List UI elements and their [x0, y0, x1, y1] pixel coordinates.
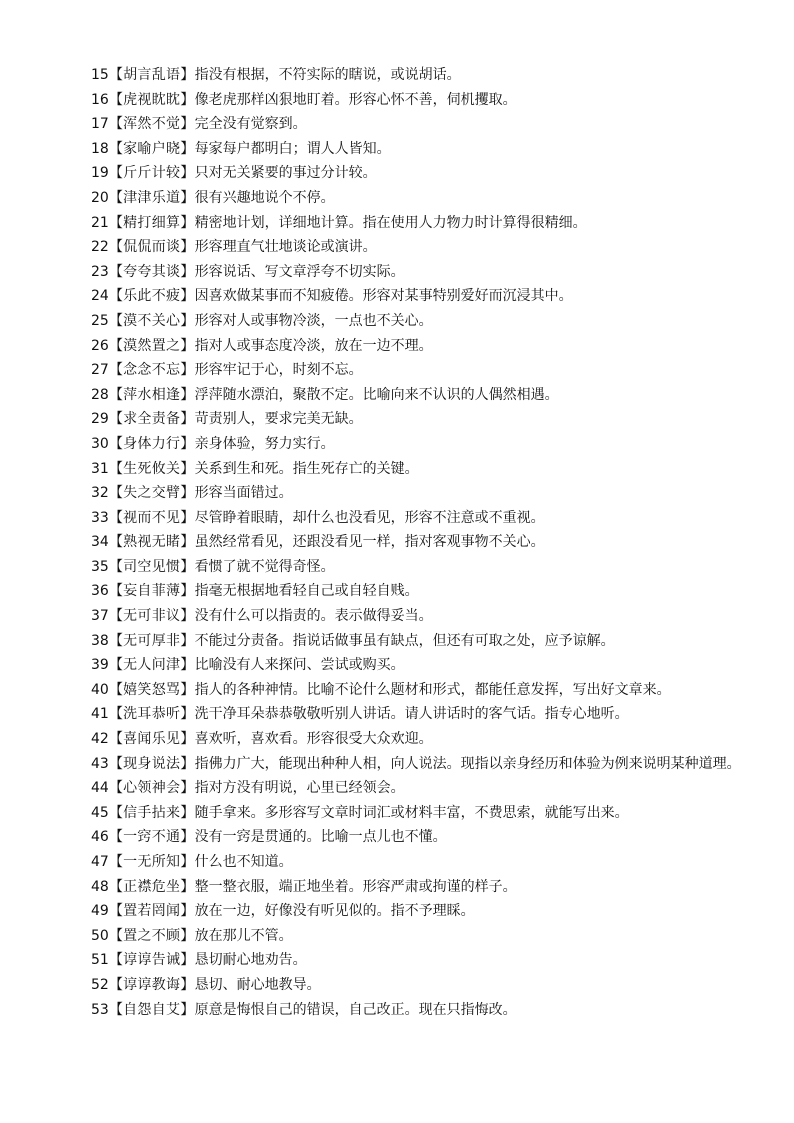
entry-number: 26 [91, 337, 109, 354]
idiom-entry [61, 112, 741, 137]
idiom-definition: 形容牢记于心，时刻不忘。 [194, 362, 363, 379]
entry-number: 17 [91, 116, 109, 133]
idiom-definition: 看惯了就不觉得奇怪。 [194, 558, 335, 575]
idiom-definition: 精密地计划，详细地计算。指在使用人力物力时计算得很精细。 [194, 214, 587, 231]
idiom-entry [61, 555, 741, 580]
idiom-term: 【熟视无睹】 [108, 534, 195, 551]
idiom-list [61, 63, 741, 1022]
idiom-term: 【夸夸其谈】 [108, 263, 195, 280]
idiom-definition: 因喜欢做某事而不知疲倦。形容对某事特别爱好而沉浸其中。 [194, 288, 573, 305]
idiom-term: 【妄自菲薄】 [108, 583, 195, 600]
idiom-definition: 形容对人或事物冷淡，一点也不关心。 [194, 312, 433, 329]
idiom-term: 【视而不见】 [108, 509, 195, 526]
idiom-term: 【置若罔闻】 [108, 903, 195, 920]
entry-number: 34 [91, 534, 109, 551]
entry-number: 33 [91, 509, 109, 526]
idiom-term: 【正襟危坐】 [108, 878, 195, 895]
entry-number: 49 [91, 903, 109, 920]
idiom-term: 【心领神会】 [108, 780, 195, 797]
idiom-term: 【斤斤计较】 [108, 165, 195, 182]
idiom-definition: 指对人或事态度冷淡，放在一边不理。 [194, 337, 433, 354]
idiom-term: 【无人问津】 [108, 657, 195, 674]
idiom-definition: 形容说话、写文章浮夸不切实际。 [194, 263, 405, 280]
entry-number: 41 [91, 706, 109, 723]
idiom-entry [61, 383, 741, 408]
entry-number: 51 [91, 952, 109, 969]
idiom-definition: 关系到生和死。指生死存亡的关键。 [194, 460, 419, 477]
idiom-entry [61, 481, 741, 506]
idiom-entry [61, 186, 741, 211]
idiom-entry [61, 530, 741, 555]
entry-number: 43 [91, 755, 109, 772]
idiom-entry [61, 973, 741, 998]
entry-number: 48 [91, 878, 109, 895]
entry-number: 44 [91, 780, 109, 797]
idiom-entry [61, 137, 741, 162]
entry-number: 15 [91, 67, 109, 83]
idiom-entry [61, 358, 741, 383]
idiom-term: 【生死攸关】 [108, 460, 195, 477]
idiom-definition: 指毫无根据地看轻自己或自轻自贱。 [194, 583, 419, 600]
idiom-entry [61, 63, 741, 88]
idiom-entry [61, 284, 741, 309]
idiom-term: 【萍水相逢】 [108, 386, 195, 403]
idiom-term: 【一无所知】 [108, 854, 195, 870]
idiom-entry [61, 579, 741, 604]
idiom-entry [61, 924, 741, 949]
entry-number: 53 [91, 1001, 109, 1018]
idiom-entry [61, 776, 741, 801]
idiom-term: 【谆谆告诫】 [108, 952, 195, 969]
entry-number: 31 [91, 460, 109, 477]
idiom-entry [61, 875, 741, 900]
idiom-definition: 没有什么可以指责的。表示做得妥当。 [194, 608, 433, 625]
entry-number: 47 [91, 854, 109, 870]
idiom-definition: 原意是悔恨自己的错误，自己改正。现在只指悔改。 [194, 1001, 517, 1018]
idiom-term: 【无可厚非】 [108, 632, 195, 649]
idiom-definition: 形容理直气壮地谈论或演讲。 [194, 239, 377, 256]
entry-number: 19 [91, 165, 109, 182]
idiom-definition: 形容当面错过。 [194, 485, 293, 502]
entry-number: 28 [91, 386, 109, 403]
idiom-term: 【求全责备】 [108, 411, 195, 428]
idiom-entry [61, 948, 741, 973]
idiom-entry [61, 604, 741, 629]
idiom-entry [61, 653, 741, 678]
idiom-definition: 喜欢听，喜欢看。形容很受大众欢迎。 [194, 731, 433, 748]
entry-number: 40 [91, 681, 109, 698]
idiom-term: 【身体力行】 [108, 435, 195, 452]
idiom-entry [61, 309, 741, 334]
idiom-term: 【漠然置之】 [108, 337, 195, 354]
idiom-definition: 没有一窍是贯通的。比喻一点儿也不懂。 [194, 829, 447, 846]
entry-number: 29 [91, 411, 109, 428]
idiom-definition: 恳切耐心地劝告。 [194, 952, 307, 969]
idiom-term: 【现身说法】 [108, 755, 195, 772]
idiom-term: 【一窍不通】 [108, 829, 195, 846]
idiom-entry [61, 407, 741, 432]
idiom-definition: 指佛力广大，能现出种种人相，向人说法。现指以亲身经历和体验为例来说明某种道理。 [194, 755, 741, 772]
idiom-definition: 完全没有觉察到。 [194, 116, 307, 133]
idiom-term: 【胡言乱语】 [108, 67, 195, 83]
idiom-term: 【精打细算】 [108, 214, 195, 231]
entry-number: 24 [91, 288, 109, 305]
idiom-definition: 整一整衣服，端正地坐着。形容严肃或拘谨的样子。 [194, 878, 517, 895]
idiom-definition: 恳切、耐心地教导。 [194, 976, 321, 993]
idiom-entry [61, 998, 741, 1023]
idiom-entry [61, 506, 741, 531]
idiom-definition: 虽然经常看见，还跟没看见一样，指对客观事物不关心。 [194, 534, 545, 551]
idiom-entry [61, 432, 741, 457]
idiom-entry [61, 752, 741, 777]
idiom-term: 【嬉笑怒骂】 [108, 681, 195, 698]
idiom-entry [61, 235, 741, 260]
idiom-term: 【谆谆教诲】 [108, 976, 195, 993]
idiom-definition: 放在那儿不管。 [194, 927, 293, 944]
idiom-entry [61, 629, 741, 654]
idiom-term: 【念念不忘】 [108, 362, 195, 379]
idiom-definition: 指对方没有明说，心里已经领会。 [194, 780, 405, 797]
idiom-term: 【失之交臂】 [108, 485, 195, 502]
idiom-definition: 尽管睁着眼睛，却什么也没看见，形容不注意或不重视。 [194, 509, 545, 526]
idiom-definition: 指没有根据，不符实际的瞎说，或说胡话。 [194, 67, 461, 83]
entry-number: 45 [91, 804, 109, 821]
idiom-entry [61, 161, 741, 186]
idiom-definition: 什么也不知道。 [194, 854, 293, 870]
idiom-entry [61, 88, 741, 113]
entry-number: 35 [91, 558, 109, 575]
entry-number: 23 [91, 263, 109, 280]
entry-number: 25 [91, 312, 109, 329]
idiom-definition: 比喻没有人来探问、尝试或购买。 [194, 657, 405, 674]
entry-number: 30 [91, 435, 109, 452]
idiom-entry [61, 260, 741, 285]
idiom-entry [61, 678, 741, 703]
entry-number: 46 [91, 829, 109, 846]
idiom-entry [61, 899, 741, 924]
entry-number: 22 [91, 239, 109, 256]
idiom-entry [61, 825, 741, 850]
idiom-term: 【喜闻乐见】 [108, 731, 195, 748]
entry-number: 16 [91, 91, 109, 108]
entry-number: 18 [91, 140, 109, 157]
idiom-definition: 不能过分责备。指说话做事虽有缺点，但还有可取之处，应予谅解。 [194, 632, 615, 649]
idiom-term: 【家喻户晓】 [108, 140, 195, 157]
idiom-term: 【司空见惯】 [108, 558, 195, 575]
entry-number: 52 [91, 976, 109, 993]
idiom-term: 【乐此不疲】 [108, 288, 195, 305]
idiom-definition: 浮萍随水漂泊，聚散不定。比喻向来不认识的人偶然相遇。 [194, 386, 559, 403]
idiom-definition: 指人的各种神情。比喻不论什么题材和形式，都能任意发挥，写出好文章来。 [194, 681, 671, 698]
idiom-definition: 只对无关紧要的事过分计较。 [194, 165, 377, 182]
idiom-definition: 亲身体验，努力实行。 [194, 435, 335, 452]
entry-number: 50 [91, 927, 109, 944]
idiom-term: 【浑然不觉】 [108, 116, 195, 133]
entry-number: 42 [91, 731, 109, 748]
idiom-term: 【无可非议】 [108, 608, 195, 625]
entry-number: 38 [91, 632, 109, 649]
entry-number: 27 [91, 362, 109, 379]
idiom-definition: 很有兴趣地说个不停。 [194, 189, 335, 206]
idiom-definition: 苛责别人，要求完美无缺。 [194, 411, 363, 428]
idiom-term: 【侃侃而谈】 [108, 239, 195, 256]
idiom-term: 【虎视眈眈】 [108, 91, 195, 108]
idiom-definition: 放在一边，好像没有听见似的。指不予理睬。 [194, 903, 475, 920]
idiom-term: 【洗耳恭听】 [108, 706, 195, 723]
entry-number: 37 [91, 608, 109, 625]
entry-number: 36 [91, 583, 109, 600]
entry-number: 39 [91, 657, 109, 674]
idiom-entry [61, 727, 741, 752]
idiom-entry [61, 211, 741, 236]
idiom-entry [61, 702, 741, 727]
idiom-definition: 随手拿来。多形容写文章时词汇或材料丰富，不费思索，就能写出来。 [194, 804, 629, 821]
entry-number: 21 [91, 214, 109, 231]
idiom-definition: 洗干净耳朵恭恭敬敬听别人讲话。请人讲话时的客气话。指专心地听。 [194, 706, 629, 723]
idiom-entry [61, 457, 741, 482]
idiom-definition: 像老虎那样凶狠地盯着。形容心怀不善，伺机攫取。 [194, 91, 517, 108]
idiom-term: 【自怨自艾】 [108, 1001, 195, 1018]
idiom-entry [61, 801, 741, 826]
idiom-definition: 每家每户都明白；谓人人皆知。 [194, 140, 391, 157]
entry-number: 20 [91, 189, 109, 206]
idiom-term: 【信手拈来】 [108, 804, 195, 821]
entry-number: 32 [91, 485, 109, 502]
idiom-term: 【津津乐道】 [108, 189, 195, 206]
idiom-term: 【漠不关心】 [108, 312, 195, 329]
idiom-entry [61, 850, 741, 875]
idiom-entry [61, 334, 741, 359]
idiom-term: 【置之不顾】 [108, 927, 195, 944]
